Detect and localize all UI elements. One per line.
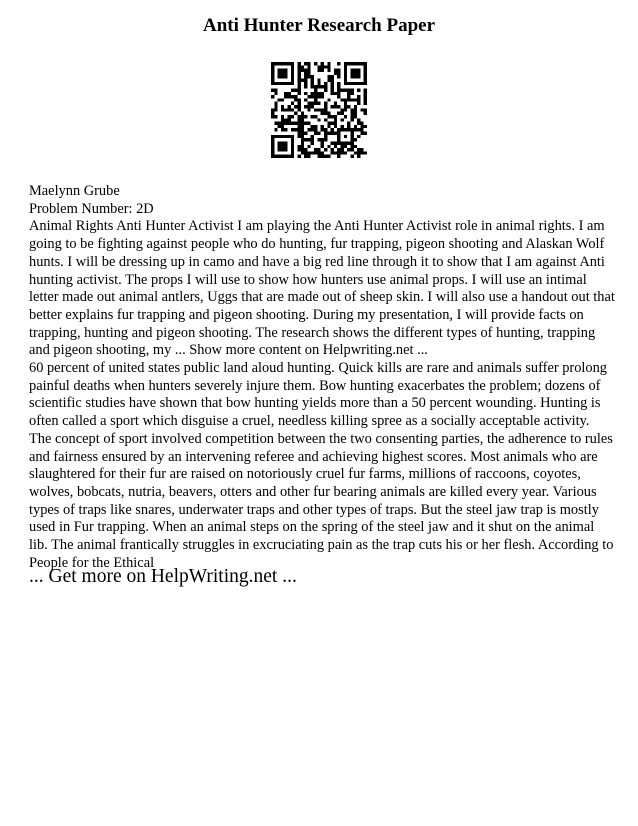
get-more-link[interactable]: ... Get more on HelpWriting.net ...	[29, 566, 297, 587]
document-title: Anti Hunter Research Paper	[202, 15, 436, 36]
problem-number: Problem Number: 2D	[29, 200, 154, 217]
document-body	[29, 183, 615, 572]
qr-code-icon[interactable]	[271, 62, 367, 158]
body-paragraph-1: Animal Rights Anti Hunter Activist I am playing the Anti Hunter Activist role in animal rights. I am going to be fighting against people who do hunting, fur trapping, pigeon shooting and Alaskan Wolf hunts. I will be dressing up in camo and have a big red line through it to show that I am against Anti hunting activist. The props I will use to show how hunters use animal props. I will use an intimal letter made out animal antlers, Uggs that are made out of sheep skin. I will also use a handout out that better explains fur trapping and pigeon shooting. During my presentation, I will provide facts on trapping, hunting and pigeon shooting. The research shows the different types of hunting, trapping and pigeon shooting, my ... Show more content on Helpwriting.net ...	[29, 218, 615, 359]
qr-code-modules	[271, 62, 367, 158]
qr-code-graphic	[271, 62, 367, 158]
author-name: Maelynn Grube	[29, 183, 120, 199]
body-paragraph-2: 60 percent of united states public land aloud hunting. Quick kills are rare and animals suffer prolong painful deaths when hunters severely injure them. Bow hunting exacerbates the problem; dozens of scientific studies have shown that bow hunting yields more than a 50 percent wounding. Hunting is often called a sport which disguise a cruel, needless killing spree as a socially acceptable activity. The concept of sport involved competition between the two consenting parties, the adherence to rules and fairness ensured by an intervening referee and achieving highest scores. Most animals who are slaughtered for their fur are raised on notoriously cruel fur farms, millions of raccoons, coyotes, wolves, bobcats, nutria, beavers, otters and other fur bearing animals are killed every year. Various types of traps like snares, underwater traps and other types of traps. But the steel jaw trap is mostly used in Fur trapping. When an animal steps on the spring of the steel jaw and it shut on the animal lib. The animal frantically struggles in excruciating pain as the trap cuts his or her flesh. According to People for the Ethical	[29, 360, 614, 571]
